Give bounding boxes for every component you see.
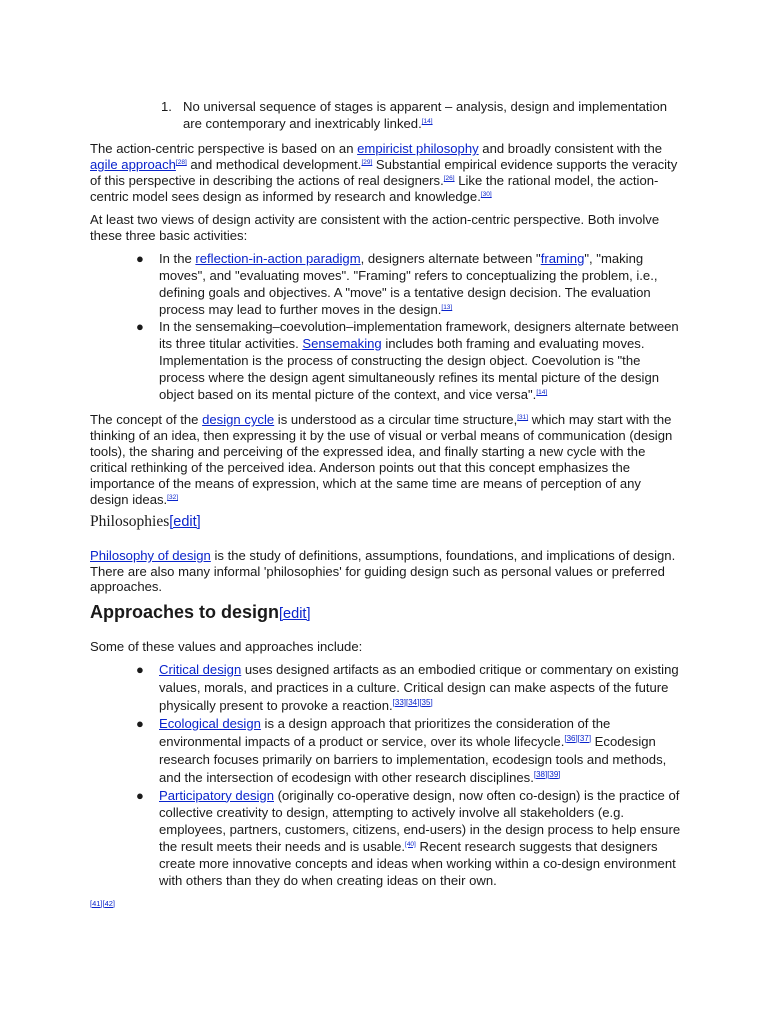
philosophies-heading [90, 512, 682, 532]
paragraph-approaches-intro: Some of these values and approaches include: [90, 638, 363, 654]
heading-text: Philosophies [90, 513, 170, 530]
text: which may start with the thinking of an idea, then expressing it by the use of visual or verbal means of communication (design tools), the sharing and perceiving of the expressed idea, and finally starting a new cycle with the critical rethinking of the perceived idea. Anderson points out that this concept emphasizes the importance of the means of expression, which at the same time are means of perception of any design ideas. [90, 412, 673, 507]
paragraph-action-centric [90, 141, 682, 205]
bullet-icon: ● [136, 661, 144, 677]
citation-link[interactable]: [29] [361, 159, 373, 166]
text: , designers alternate between " [360, 251, 541, 266]
participatory-design-link[interactable]: Participatory design [159, 787, 274, 803]
text: is understood as a circular time structure, [274, 412, 518, 427]
list-item [136, 715, 682, 787]
text: and broadly consistent with the [478, 141, 663, 156]
text: In the [159, 251, 196, 266]
text: (originally co-operative design, now often co-design) is the practice of collective creativity to design, attempting to actively involve all stakeholders (e.g. employees, partners, customers, citizens, end-users) in the design process to help ensure the result meets their needs and is usable. [159, 787, 681, 854]
citation-link[interactable]: [14] [536, 389, 548, 396]
list-item [136, 661, 682, 715]
list-item [161, 98, 682, 132]
text: Like the rational model, the action-centric model sees design as informed by research and knowledge. [90, 173, 659, 204]
design-cycle-link[interactable]: design cycle [202, 412, 275, 427]
citation-link[interactable]: [28] [175, 159, 187, 166]
text: and methodical development. [186, 157, 362, 172]
citation-link[interactable]: [26] [443, 175, 455, 182]
bullet-icon: ● [136, 787, 144, 803]
ecological-design-link[interactable]: Ecological design [159, 715, 261, 731]
approaches-heading [90, 601, 682, 625]
list-number: 1. [161, 99, 172, 114]
reflection-in-action-link[interactable]: reflection-in-action paradigm [195, 251, 361, 266]
paragraph-two-views: At least two views of design activity are consistent with the action-centric perspective. Both involve these three basic activities: [90, 212, 660, 243]
bullet-list-approaches [90, 661, 682, 889]
text: The concept of the [90, 412, 203, 427]
heading-text: Approaches to design [90, 601, 280, 622]
numbered-list [90, 98, 682, 132]
paragraph-philosophy [90, 548, 682, 595]
agile-approach-link[interactable]: agile approach [90, 157, 176, 172]
citation-link[interactable]: [32] [167, 494, 179, 501]
bullet-icon: ● [136, 251, 144, 266]
citation-link[interactable]: [31] [517, 414, 529, 421]
text: uses designed artifacts as an embodied critique or commentary on existing values, morals, and practices in a culture. Critical design can make aspects of the future physically present to provoke a reaction. [159, 661, 679, 713]
text: includes both framing and evaluating moves. Implementation is the process of constructing the design object. Coevolution is "the process where the design agent simultaneously refines its mental picture of the design object based on its mental picture of the context, and vice versa". [159, 336, 660, 402]
trailing-citations [90, 899, 682, 908]
citation-link[interactable]: [13] [441, 304, 453, 311]
framing-link[interactable]: framing [540, 251, 585, 266]
list-item [136, 318, 682, 403]
citation-link[interactable]: [30] [480, 191, 492, 198]
list-item [136, 787, 682, 889]
text: The action-centric perspective is based on an [90, 141, 358, 156]
list-item-text: No universal sequence of stages is apparent – analysis, design and implementation are contemporary and inextricably linked. [183, 99, 668, 131]
text: Ecodesign research focuses primarily on barriers to implementation, ecodesign tools and methods, and the intersection of ecodesign with other research disciplines. [159, 733, 667, 785]
text: is the study of definitions, assumptions, foundations, and implications of design. There are also many informal 'philosophies' for guiding design such as personal values or preferred approaches. [90, 548, 676, 594]
citation-link[interactable]: [38][39] [533, 769, 561, 779]
citation-link[interactable]: [36][37] [564, 733, 592, 743]
list-item [136, 250, 682, 318]
text: is a design approach that prioritizes the consideration of the environmental impacts of a product or service, over its whole lifecycle. [159, 715, 611, 749]
citation-link[interactable]: [14] [421, 118, 433, 125]
citation-link[interactable]: [40] [405, 840, 416, 848]
edit-link[interactable]: [edit] [169, 514, 201, 530]
text: Recent research suggests that designers create more innovative concepts and ideas when working within a co-design environment with others than they do when creating ideas on their own. [159, 838, 676, 888]
edit-link[interactable]: [edit] [279, 605, 311, 622]
citation-link[interactable]: [33][34][35] [392, 697, 433, 707]
citation-link[interactable]: [41][42] [90, 898, 116, 908]
text: ", "making moves", and "evaluating moves". "Framing" refers to conceptualizing the problem, i.e., defining goals and objectives. A "move" is a tentative design decision. The evaluation process may lead to further moves in the design. [159, 251, 658, 317]
paragraph-design-cycle [90, 412, 682, 508]
bullet-list-activities [90, 250, 682, 403]
sensemaking-link[interactable]: Sensemaking [302, 336, 382, 351]
empiricist-philosophy-link[interactable]: empiricist philosophy [357, 141, 479, 156]
text: In the sensemaking–coevolution–implementation framework, designers alternate between its three titular activities. [159, 319, 679, 351]
bullet-icon: ● [136, 319, 144, 334]
philosophy-of-design-link[interactable]: Philosophy of design [90, 548, 211, 563]
text: Substantial empirical evidence supports the veracity of this perspective in describing the actions of real designers. [90, 157, 678, 188]
bullet-icon: ● [136, 715, 144, 731]
critical-design-link[interactable]: Critical design [159, 661, 242, 677]
